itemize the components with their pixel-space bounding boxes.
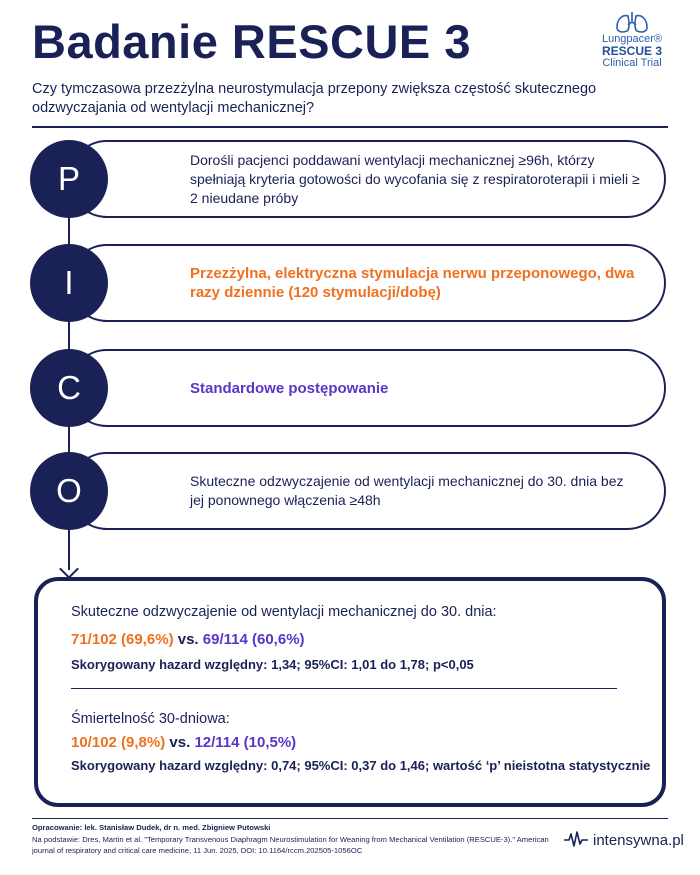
primary-outcome-label: Skuteczne odzwyczajenie od wentylacji mechanicznej do 30. dnia: xyxy=(71,604,497,620)
mortality-values xyxy=(71,734,296,751)
mortality-hazard-ratio: Skorygowany hazard względny: 0,74; 95%CI: 0,37 do 1,46; wartość ‘p’ nieistotna statystycznie xyxy=(71,758,651,773)
footer-source: Na podstawie: Dres, Martin et al. "Temporary Transvenous Diaphragm Neurostimulation for Weaning from Mechanical Ventilation (RESCUE-3)." American journal of respiratory and critical care medicine, 11 Jun. 2025, DOI: 10.1164/rccm.202505-1056OC xyxy=(32,835,549,855)
primary-control-value: 69/114 (60,6%) xyxy=(202,631,305,648)
primary-vs: vs. xyxy=(177,631,199,648)
mortality-control-value: 12/114 (10,5%) xyxy=(194,734,297,751)
pico-letter-o: O xyxy=(30,452,108,530)
pico-letter-c: C xyxy=(30,349,108,427)
intensywna-brand xyxy=(563,828,684,852)
lungs-icon xyxy=(613,10,651,34)
pico-letter-i: I xyxy=(30,244,108,322)
mortality-vs: vs. xyxy=(169,734,191,751)
research-question: Czy tymczasowa przezżylna neurostymulacja przepony zwiększa częstość skutecznego odzwyczajania od wentylacji mechanicznej? xyxy=(32,81,597,116)
header-divider xyxy=(32,126,668,128)
page-title: Badanie RESCUE 3 xyxy=(32,15,471,68)
pico-row-outcome xyxy=(68,452,666,530)
primary-outcome-values xyxy=(71,631,305,648)
results-divider xyxy=(71,688,617,689)
arrow-down-icon xyxy=(59,559,79,579)
pico-text-intervention: Przezżylna, elektryczna stymulacja nerwu przeponowego, dwa razy dziennie (120 stymulacji/dobę) xyxy=(190,265,635,301)
heartbeat-icon xyxy=(563,828,589,852)
mortality-intervention-value: 10/102 (9,8%) xyxy=(71,734,166,751)
primary-intervention-value: 71/102 (69,6%) xyxy=(71,631,174,648)
primary-hazard-ratio: Skorygowany hazard względny: 1,34; 95%CI: 1,01 do 1,78; p<0,05 xyxy=(71,657,474,672)
logo-brand: Lungpacer® xyxy=(601,33,663,45)
results-box xyxy=(34,577,666,807)
footer-divider xyxy=(32,818,668,819)
logo-subtitle: Clinical Trial xyxy=(602,57,662,69)
pico-row-population xyxy=(68,140,666,218)
pico-letter-p: P xyxy=(30,140,108,218)
pico-row-intervention xyxy=(68,244,666,322)
brand-name: intensywna.pl xyxy=(593,831,684,849)
mortality-label: Śmiertelność 30-dniowa: xyxy=(71,711,230,727)
pico-text-comparison: Standardowe postępowanie xyxy=(190,379,389,397)
footer-credits: Opracowanie: lek. Stanisław Dudek, dr n. med. Zbigniew Putowski xyxy=(32,823,271,832)
logo-trial: RESCUE 3 xyxy=(601,44,663,58)
lungpacer-logo xyxy=(594,10,670,72)
pico-text-outcome: Skuteczne odzwyczajenie od wentylacji mechanicznej do 30. dnia bez jej ponownego włączenia ≥48h xyxy=(190,473,624,508)
pico-text-population: Dorośli pacjenci poddawani wentylacji mechanicznej ≥96h, którzy spełniają kryteria gotowości do wycofania się z respiratoroterapii i mieli ≥ 2 nieudane próby xyxy=(190,151,640,206)
pico-row-comparison xyxy=(68,349,666,427)
